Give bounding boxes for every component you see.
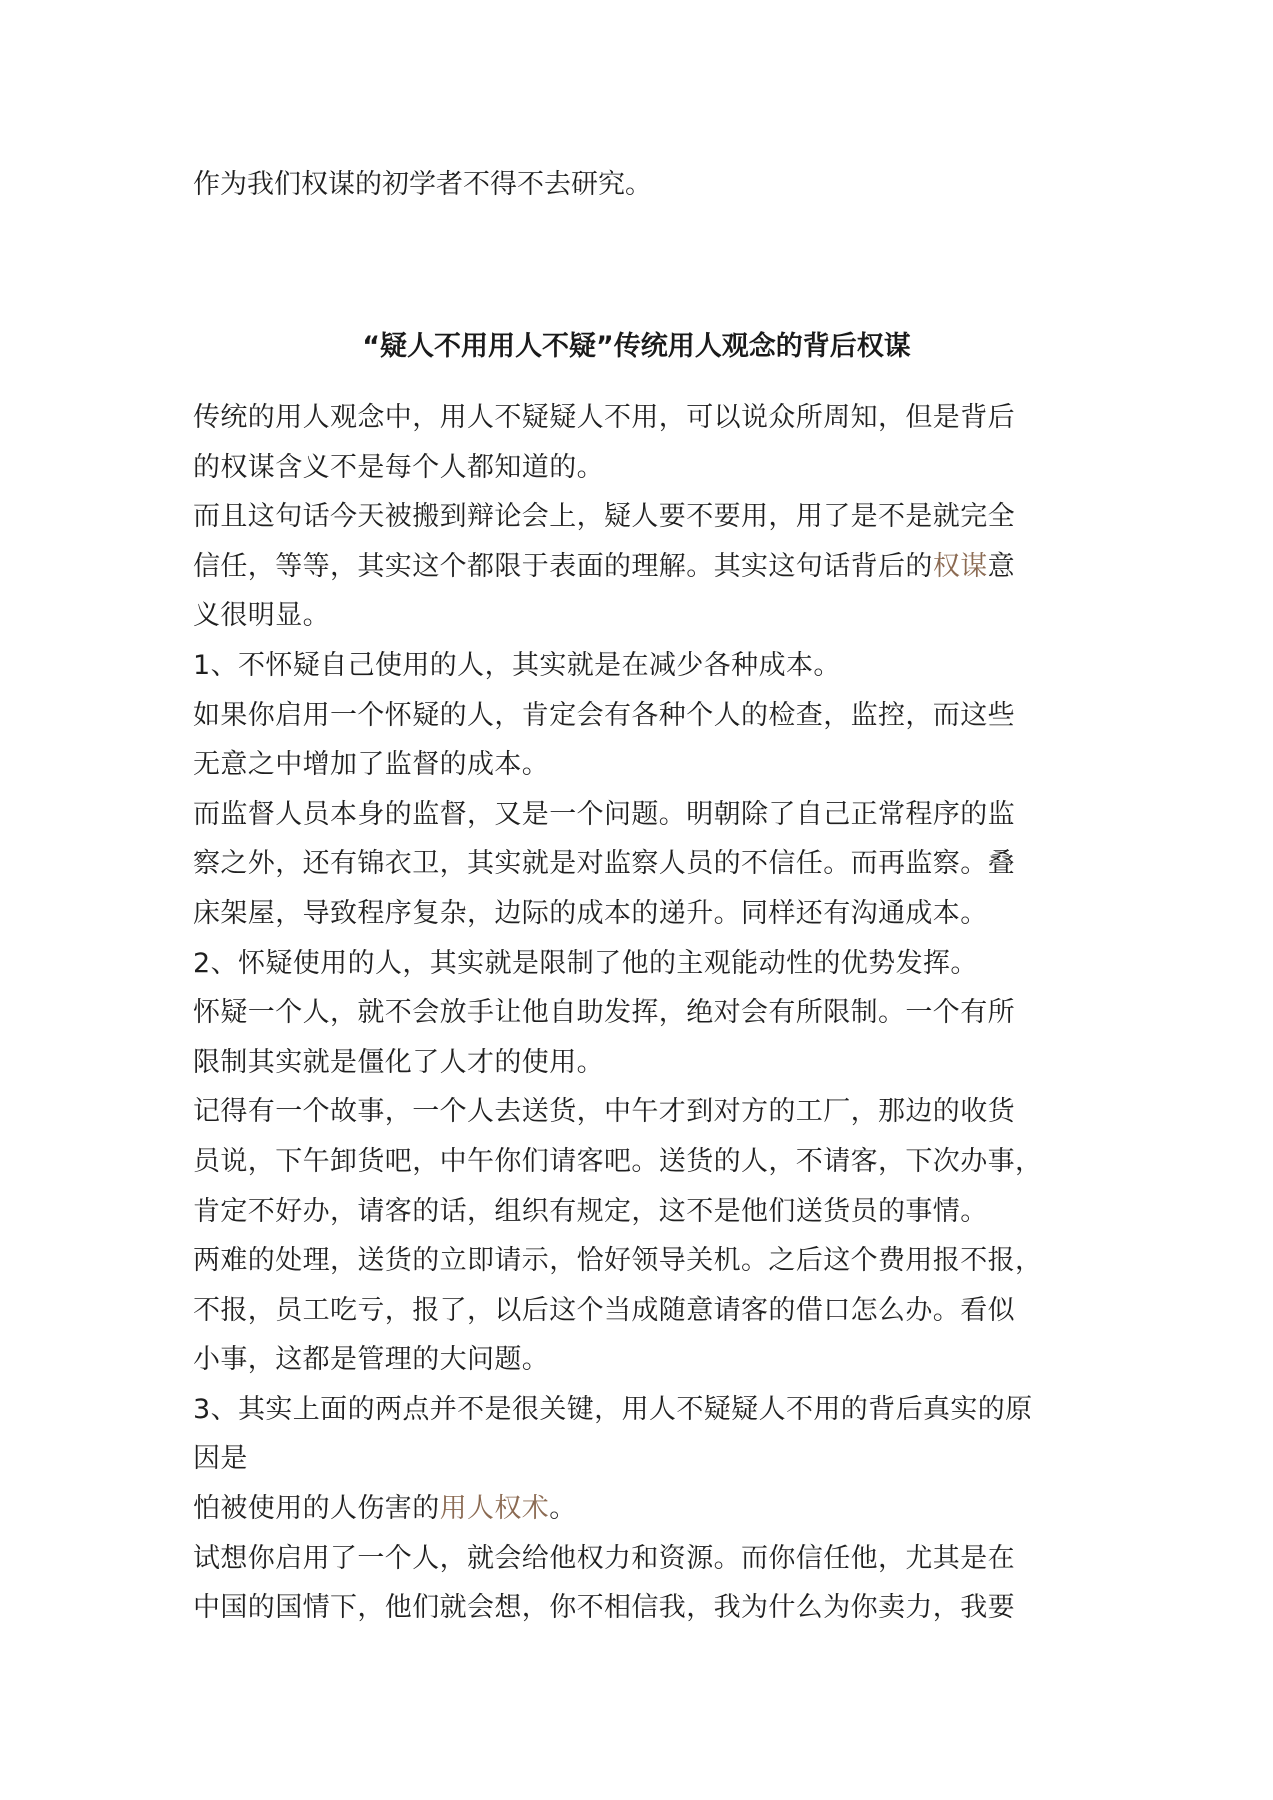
body-line: 床架屋，导致程序复杂，边际的成本的递升。同样还有沟通成本。	[193, 897, 988, 929]
point-one-heading: 1、不怀疑自己使用的人，其实就是在减少各种成本。	[193, 649, 841, 681]
body-line-with-link	[193, 542, 1093, 592]
point-two-heading: 2、怀疑使用的人，其实就是限制了他的主观能动性的优势发挥。	[193, 947, 978, 979]
body-line: 限制其实就是僵化了人才的使用。	[193, 1046, 604, 1078]
body-line: 义很明显。	[193, 600, 330, 632]
point-three-heading: 3、其实上面的两点并不是很关键，用人不疑疑人不用的背后真实的原	[193, 1393, 1033, 1425]
body-line: 不报，员工吃亏，报了，以后这个当成随意请客的借口怎么办。看似	[193, 1294, 1015, 1326]
body-line: 传统的用人观念中，用人不疑疑人不用，可以说众所周知，但是背后	[193, 402, 1015, 433]
body-line: 无意之中增加了监督的成本。	[193, 749, 550, 781]
body-line: 而且这句话今天被搬到辩论会上，疑人要不要用，用了是不是就完全	[193, 501, 1015, 533]
body-line: 中国的国情下，他们就会想，你不相信我，我为什么为你卖力，我要	[193, 1592, 1015, 1624]
body-line-with-link	[193, 1484, 1093, 1534]
body-line: 两难的处理，送货的立即请示，恰好领导关机。之后这个费用报不报，	[193, 1245, 1043, 1277]
body-line: 的权谋含义不是每个人都知道的。	[193, 451, 604, 483]
body-line: 试想你启用了一个人，就会给他权力和资源。而你信任他，尤其是在	[193, 1542, 1015, 1574]
body-text-segment: 怕被使用的人伤害的	[193, 1493, 440, 1525]
body-line: 员说，下午卸货吧，中午你们请客吧。送货的人，不请客，下次办事，	[193, 1145, 1043, 1177]
section-body	[193, 393, 1093, 1633]
body-line: 肯定不好办，请客的话，组织有规定，这不是他们送货员的事情。	[193, 1195, 988, 1227]
body-line: 小事，这都是管理的大问题。	[193, 1344, 550, 1376]
body-line: 怀疑一个人，就不会放手让他自助发挥，绝对会有所限制。一个有所	[193, 997, 1015, 1029]
section-heading: “疑人不用用人不疑”传统用人观念的背后权谋	[362, 331, 911, 362]
yongren-quanshu-link[interactable]: 用人权术	[439, 1493, 550, 1525]
quanmou-link[interactable]: 权谋	[932, 550, 988, 582]
body-line: 如果你启用一个怀疑的人，肯定会有各种个人的检查，监控，而这些	[193, 699, 1015, 731]
body-line: 而监督人员本身的监督，又是一个问题。明朝除了自己正常程序的监	[193, 798, 1015, 830]
body-text-segment: 信任，等等，其实这个都限于表面的理解。其实这句话背后的	[193, 550, 933, 582]
body-text-segment: 意	[987, 550, 1016, 582]
body-text-segment: 。	[549, 1493, 577, 1525]
body-line: 因是	[193, 1443, 248, 1475]
body-line: 察之外，还有锦衣卫，其实就是对监察人员的不信任。而再监察。叠	[193, 848, 1015, 880]
intro-paragraph-line: 作为我们权谋的初学者不得不去研究。	[193, 169, 652, 200]
body-line: 记得有一个故事，一个人去送货，中午才到对方的工厂，那边的收货	[193, 1096, 1015, 1128]
